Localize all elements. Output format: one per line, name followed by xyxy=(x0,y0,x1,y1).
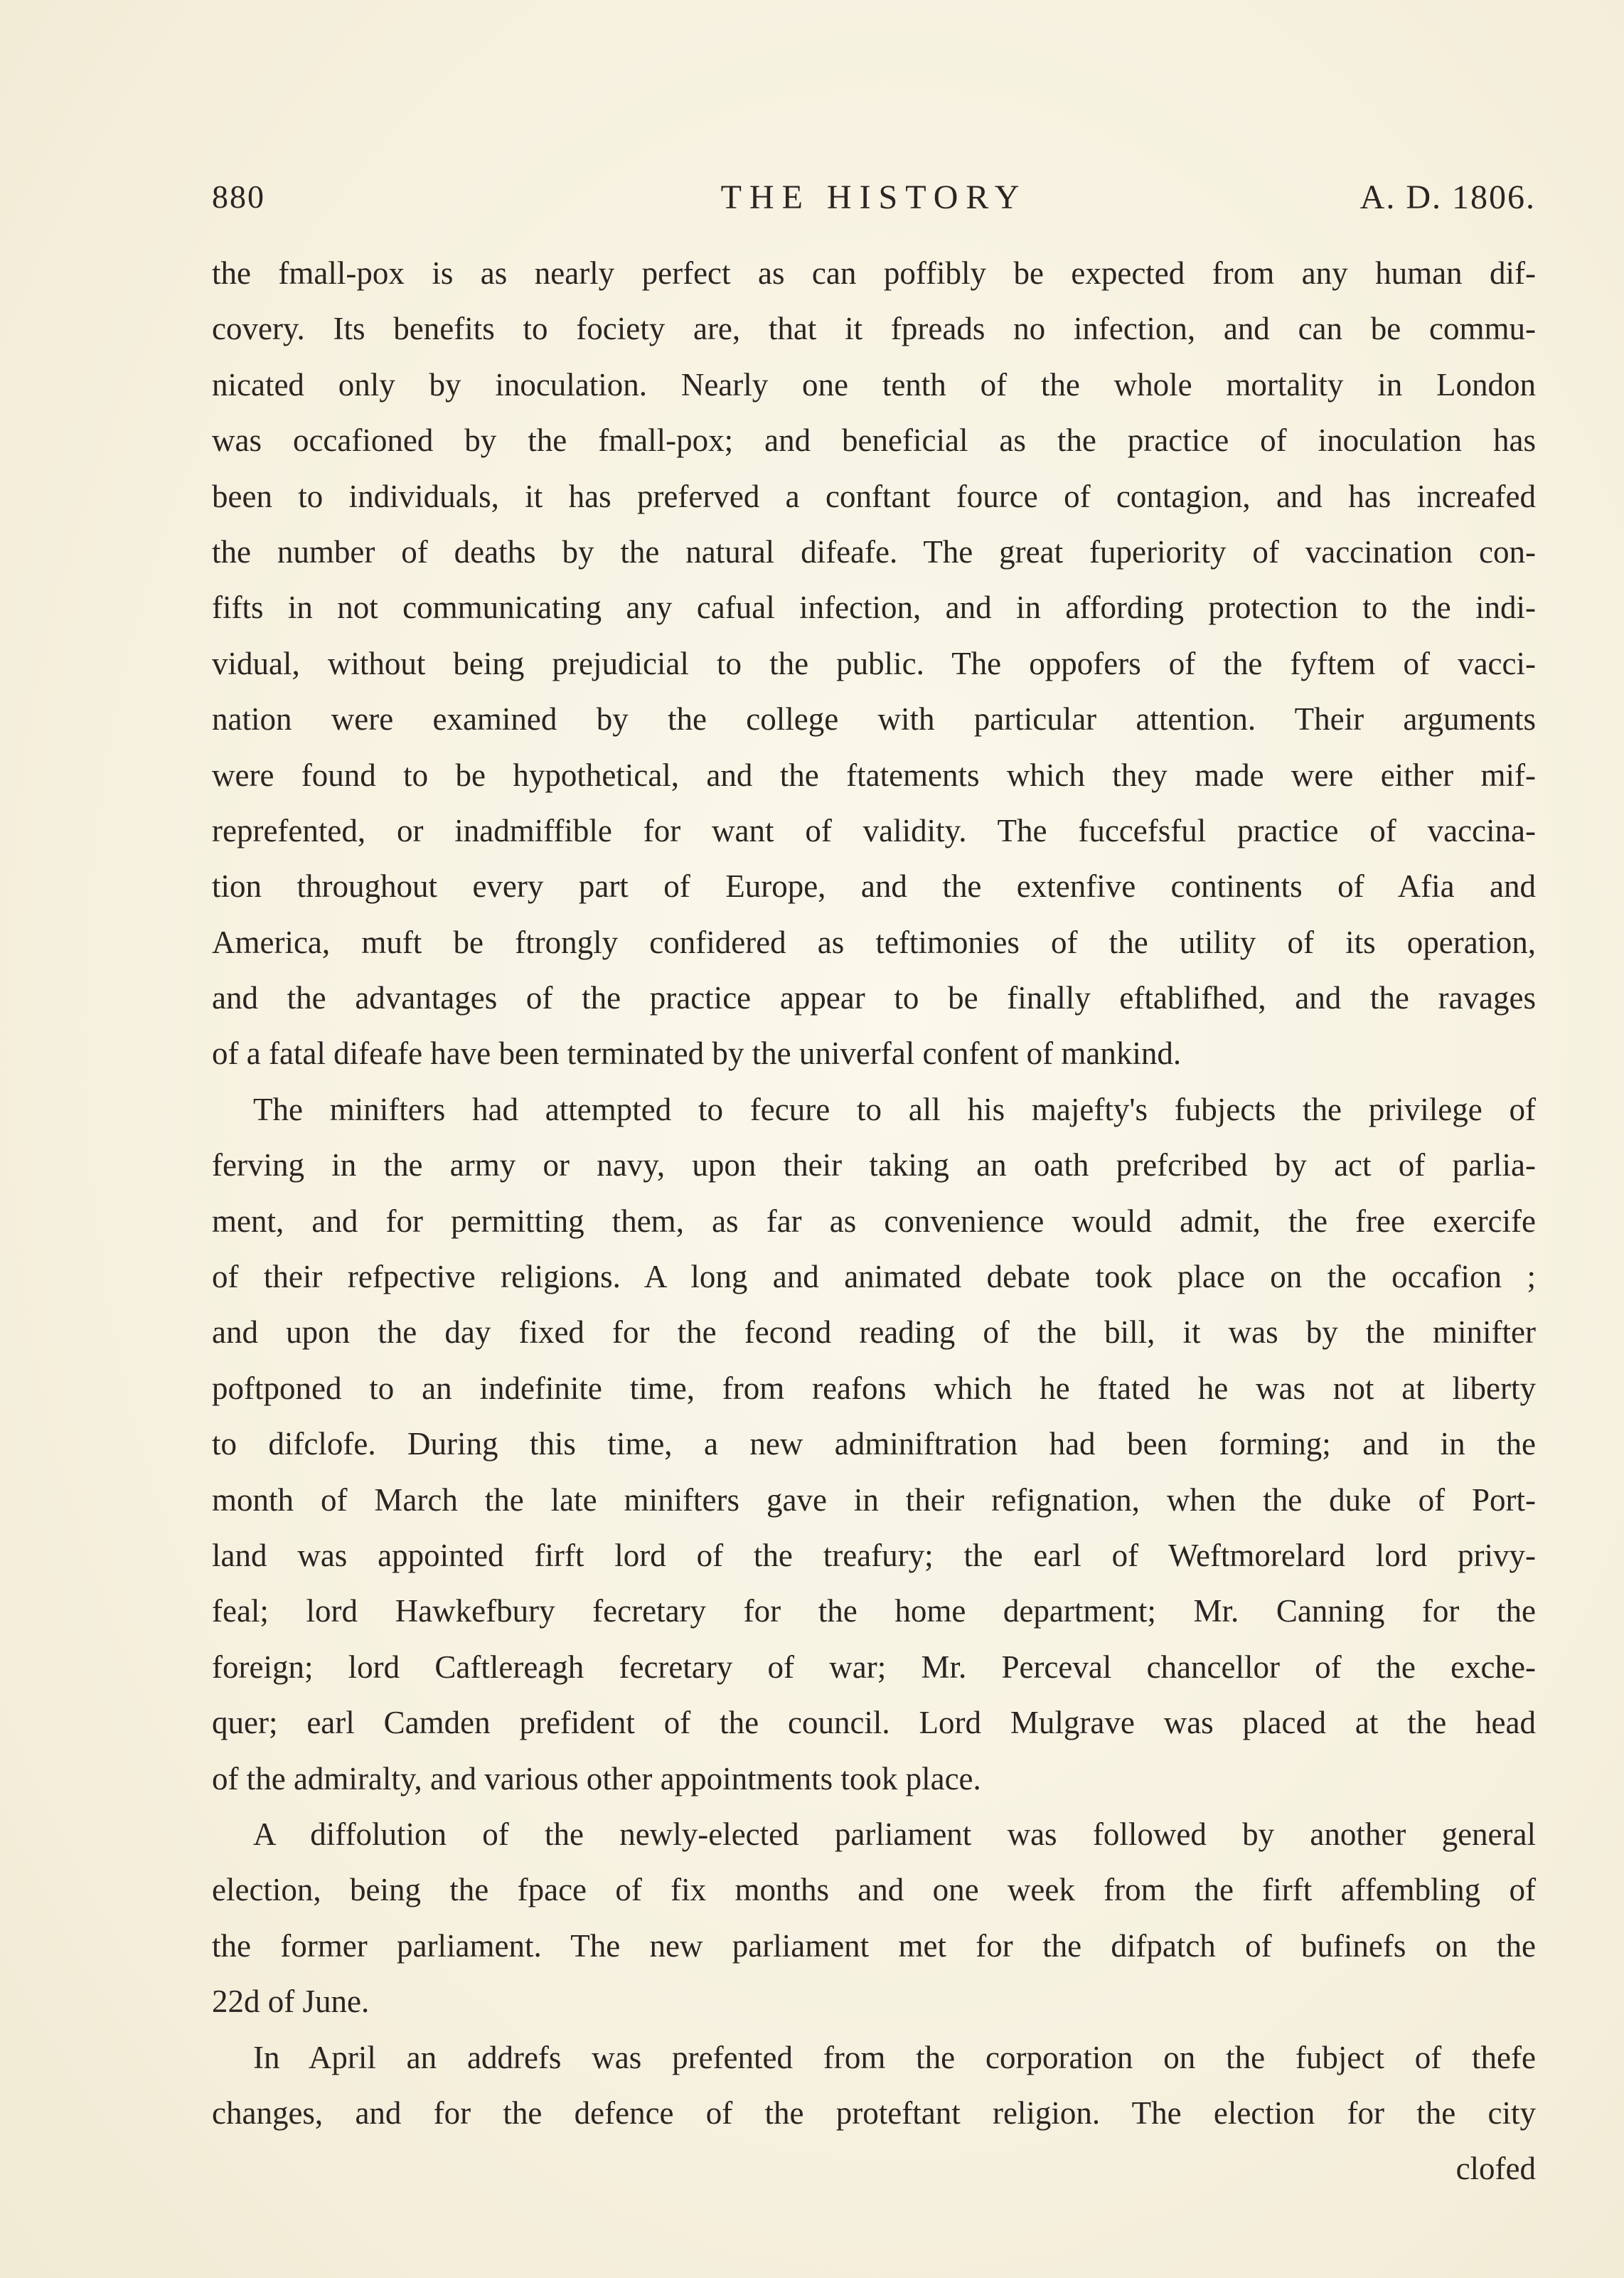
running-title: THE HISTORY xyxy=(720,179,1027,216)
text-line: 22d of June. xyxy=(212,1984,370,2020)
text-line: nation were examined by the college with particular attention. Their arguments xyxy=(212,701,1536,738)
body-text xyxy=(212,245,1536,2197)
text-line: of a fatal difeafe have been terminated by the univerfal confent of mankind. xyxy=(212,1036,1182,1072)
text-line: A diffolution of the newly-elected parliament was followed by another general xyxy=(253,1816,1536,1852)
catchword: clofed xyxy=(1455,2151,1536,2187)
text-line: nicated only by inoculation. Nearly one tenth of the whole mortality in London xyxy=(212,366,1536,403)
text-line: vidual, without being prejudicial to the public. The oppofers of the fyftem of vacci- xyxy=(212,645,1536,681)
text-line: been to individuals, it has preferved a conftant fource of contagion, and has increafed xyxy=(212,478,1536,514)
text-line: ment, and for permitting them, as far as convenience would admit, the free exercife xyxy=(212,1203,1536,1239)
text-line: poftponed to an indefinite time, from reafons which he ftated he was not at liberty xyxy=(212,1370,1536,1406)
text-line: of their refpective religions. A long and animated debate took place on the occafion ; xyxy=(212,1259,1536,1295)
text-line: tion throughout every part of Europe, and the extenfive continents of Afia and xyxy=(212,868,1536,905)
text-line: the fmall-pox is as nearly perfect as can poffibly be expected from any human dif- xyxy=(212,255,1536,291)
text-line: ferving in the army or navy, upon their taking an oath prefcribed by act of parlia- xyxy=(212,1147,1536,1183)
text-line: and the advantages of the practice appear to be finally eftablifhed, and the ravages xyxy=(212,980,1536,1016)
text-line: the number of deaths by the natural difeafe. The great fuperiority of vaccination con- xyxy=(212,533,1536,570)
text-line: changes, and for the defence of the proteftant religion. The election for the city xyxy=(212,2095,1536,2131)
text-line: fifts in not communicating any cafual infection, and in affording protection to the indi- xyxy=(212,590,1536,626)
text-line: covery. Its benefits to fociety are, that it fpreads no infection, and can be commu- xyxy=(212,311,1536,347)
text-line: to difclofe. During this time, a new adminiftration had been forming; and in the xyxy=(212,1426,1536,1462)
page-number: 880 xyxy=(212,179,265,215)
text-line: land was appointed firft lord of the treafury; the earl of Weftmorelard lord privy- xyxy=(212,1537,1536,1573)
text-line: the former parliament. The new parliament met for the difpatch of bufinefs on the xyxy=(212,1927,1536,1964)
text-line: America, muft be ftrongly confidered as teftimonies of the utility of its operation, xyxy=(212,924,1536,960)
text-line: foreign; lord Caftlereagh fecretary of war; Mr. Perceval chancellor of the exche- xyxy=(212,1649,1536,1685)
text-line: month of March the late minifters gave in their refignation, when the duke of Port- xyxy=(212,1481,1536,1518)
text-line: of the admiralty, and various other appointments took place. xyxy=(212,1760,981,1797)
year-heading: A. D. 1806. xyxy=(1359,179,1536,216)
text-line: election, being the fpace of fix months and one week from the firft affembling of xyxy=(212,1872,1536,1908)
text-line: reprefented, or inadmiffible for want of validity. The fuccefsful practice of vaccina- xyxy=(212,812,1536,848)
text-line: was occafioned by the fmall-pox; and beneficial as the practice of inoculation has xyxy=(212,422,1536,459)
text-line: and upon the day fixed for the fecond reading of the bill, it was by the minifter xyxy=(212,1314,1536,1351)
text-line: The minifters had attempted to fecure to all his majefty's fubjects the privilege of xyxy=(253,1091,1536,1127)
text-line: feal; lord Hawkefbury fecretary for the home department; Mr. Canning for the xyxy=(212,1593,1536,1629)
page-header xyxy=(212,178,1536,220)
text-line: quer; earl Camden prefident of the council. Lord Mulgrave was placed at the head xyxy=(212,1705,1536,1741)
text-line: In April an addrefs was prefented from the corporation on the fubject of thefe xyxy=(253,2039,1536,2075)
text-line: were found to be hypothetical, and the ftatements which they made were either mif- xyxy=(212,757,1536,793)
